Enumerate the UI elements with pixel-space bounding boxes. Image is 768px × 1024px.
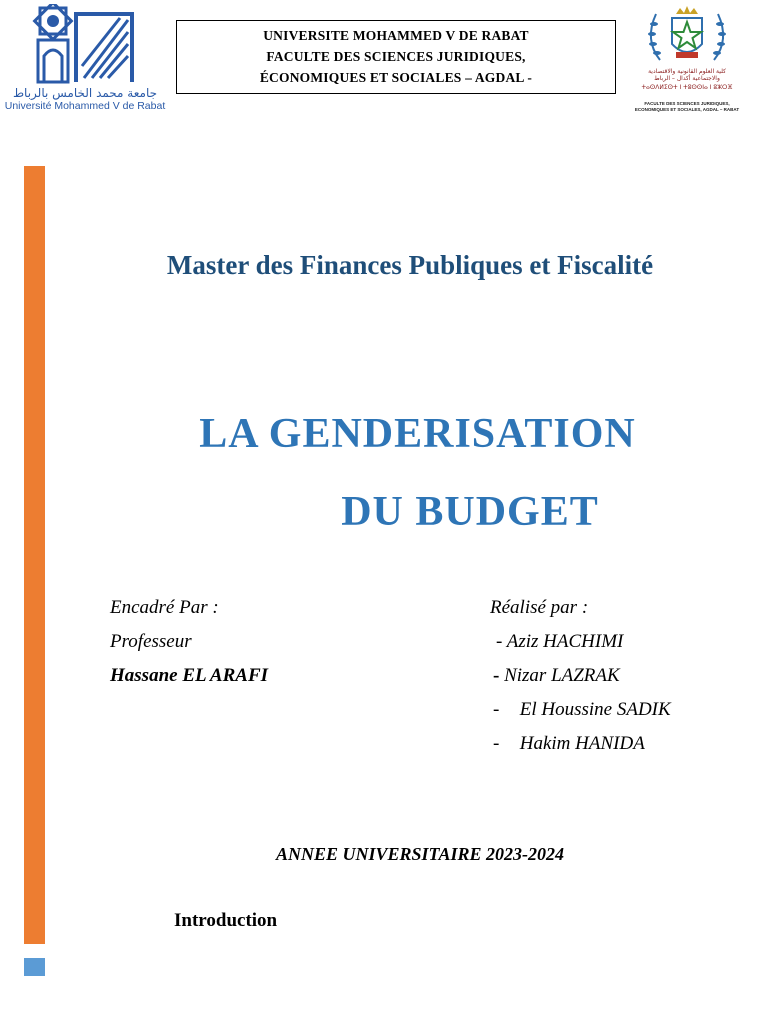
faculty-french-line-2: ECONOMIQUES ET SOCIALES, AGDAL – RABAT xyxy=(634,107,740,112)
accent-bar xyxy=(24,166,45,944)
accent-square xyxy=(24,958,45,976)
header-line-faculty: FACULTE DES SCIENCES JURIDIQUES, xyxy=(266,49,526,64)
supervisor-label: Encadré Par : xyxy=(110,597,219,618)
author-item xyxy=(496,631,623,653)
document-title-line-1: LA GENDERISATION xyxy=(199,411,636,457)
author-name: Aziz HACHIMI xyxy=(506,631,624,652)
faculty-logo xyxy=(622,4,752,116)
document-title-line-2: DU BUDGET xyxy=(341,489,599,535)
university-emblem-icon xyxy=(4,4,166,86)
faculty-tifinagh-line: ⵜⴰⵙⴷⵍⵉⵙⵜ ⵏ ⵜⵓⵙⵙⵏⴰ ⵏ ⵓⵣⵔⴼ xyxy=(641,84,733,91)
faculty-arabic-line-2: والاجتماعية أكدال – الرباط xyxy=(654,75,720,82)
master-program-title: Master des Finances Publiques et Fiscalité xyxy=(166,250,654,280)
faculty-french-line-1: FACULTE DES SCIENCES JURIDIQUES, xyxy=(644,101,730,106)
faculty-emblem-icon xyxy=(622,4,752,70)
author-name: El Houssine SADIK xyxy=(519,699,671,720)
author-name: Nizar LAZRAK xyxy=(504,665,620,686)
authors-label: Réalisé par : xyxy=(490,597,589,618)
list-dash: - xyxy=(493,699,500,720)
author-name: Hakim HANIDA xyxy=(519,733,645,754)
institution-header-box xyxy=(176,20,616,94)
academic-year: ANNEE UNIVERSITAIRE 2023-2024 xyxy=(275,844,565,864)
section-heading-introduction: Introduction xyxy=(174,910,278,931)
supervisor-name: Hassane EL ARAFI xyxy=(110,665,269,686)
author-item xyxy=(493,699,671,721)
header-line-university: UNIVERSITE MOHAMMED V DE RABAT xyxy=(263,28,529,43)
header-line-faculty-cont: ÉCONOMIQUES ET SOCIALES – AGDAL - xyxy=(259,70,533,85)
university-arabic-name: جامعة محمد الخامس بالرباط xyxy=(12,86,158,100)
list-dash: - xyxy=(493,733,500,754)
list-dash: - xyxy=(496,631,503,652)
university-logo xyxy=(4,4,166,112)
author-item xyxy=(493,733,645,755)
supervisor-role: Professeur xyxy=(110,631,192,652)
author-item xyxy=(493,665,620,687)
list-dash: - xyxy=(493,665,500,686)
faculty-arabic-line-1: كلية العلوم القانونية والاقتصادية xyxy=(648,68,726,75)
university-french-name: Université Mohammed V de Rabat xyxy=(4,100,166,112)
